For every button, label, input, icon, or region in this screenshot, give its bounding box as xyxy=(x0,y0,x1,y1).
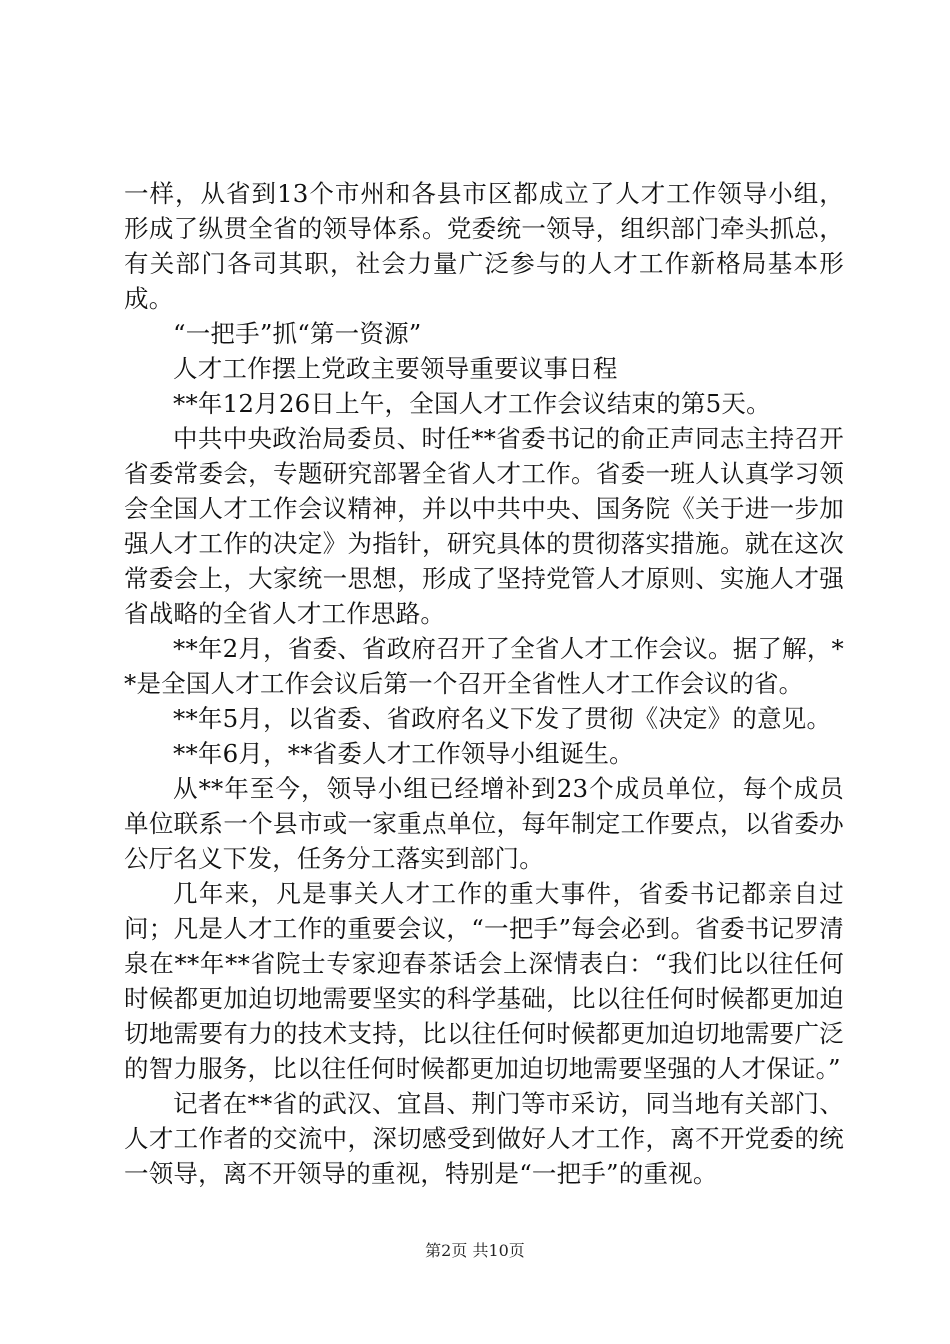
section-subheading: 人才工作摆上党政主要领导重要议事日程 xyxy=(173,354,618,383)
paragraph: **年12月26日上午，全国人才工作会议结束的第5天。 xyxy=(173,389,771,418)
paragraph: **年6月，**省委人才工作领导小组诞生。 xyxy=(173,739,634,768)
section-heading: “一把手”抓“第一资源” xyxy=(173,319,422,348)
paragraph: 记者在**省的武汉、宜昌、荆门等市采访，同当地有关部门、人才工作者的交流中，深切感受到做好人才工作，离不开党委的统一领导，离不开领导的重视，特别是“一把手”的重视。 xyxy=(124,1089,844,1188)
paragraph: **年2月，省委、省政府召开了全省人才工作会议。据了解，**是全国人才工作会议后第一个召开全省性人才工作会议的省。 xyxy=(124,634,844,698)
paragraph: 几年来，凡是事关人才工作的重大事件，省委书记都亲自过问；凡是人才工作的重要会议，“一把手”每会必到。省委书记罗清泉在**年**省院士专家迎春茶话会上深情表白：“我们比以往任何时候都更加迫切地需要坚实的科学基础，比以往任何时候都更加迫切地需要有力的技术支持，比以往任何时候都更加迫切地需要广泛的智力服务，比以往任何时候都更加迫切地需要坚强的人才保证。” xyxy=(124,879,844,1083)
paragraph: 从**年至今，领导小组已经增补到23个成员单位，每个成员单位联系一个县市或一家重点单位，每年制定工作要点，以省委办公厅名义下发，任务分工落实到部门。 xyxy=(124,774,844,873)
page-number-footer: 第2页 共10页 xyxy=(425,1241,525,1260)
document-body xyxy=(124,176,844,1191)
paragraph: **年5月，以省委、省政府名义下发了贯彻《决定》的意见。 xyxy=(173,704,832,733)
paragraph: 中共中央政治局委员、时任**省委书记的俞正声同志主持召开省委常委会，专题研究部署全省人才工作。省委一班人认真学习领会全国人才工作会议精神，并以中共中央、国务院《关于进一步加强人才工作的决定》为指针，研究具体的贯彻落实措施。就在这次常委会上，大家统一思想，形成了坚持党管人才原则、实施人才强省战略的全省人才工作思路。 xyxy=(124,424,844,628)
paragraph-continuation: 一样，从省到13个市州和各县市区都成立了人才工作领导小组，形成了纵贯全省的领导体系。党委统一领导，组织部门牵头抓总，有关部门各司其职，社会力量广泛参与的人才工作新格局基本形成。 xyxy=(124,179,844,313)
